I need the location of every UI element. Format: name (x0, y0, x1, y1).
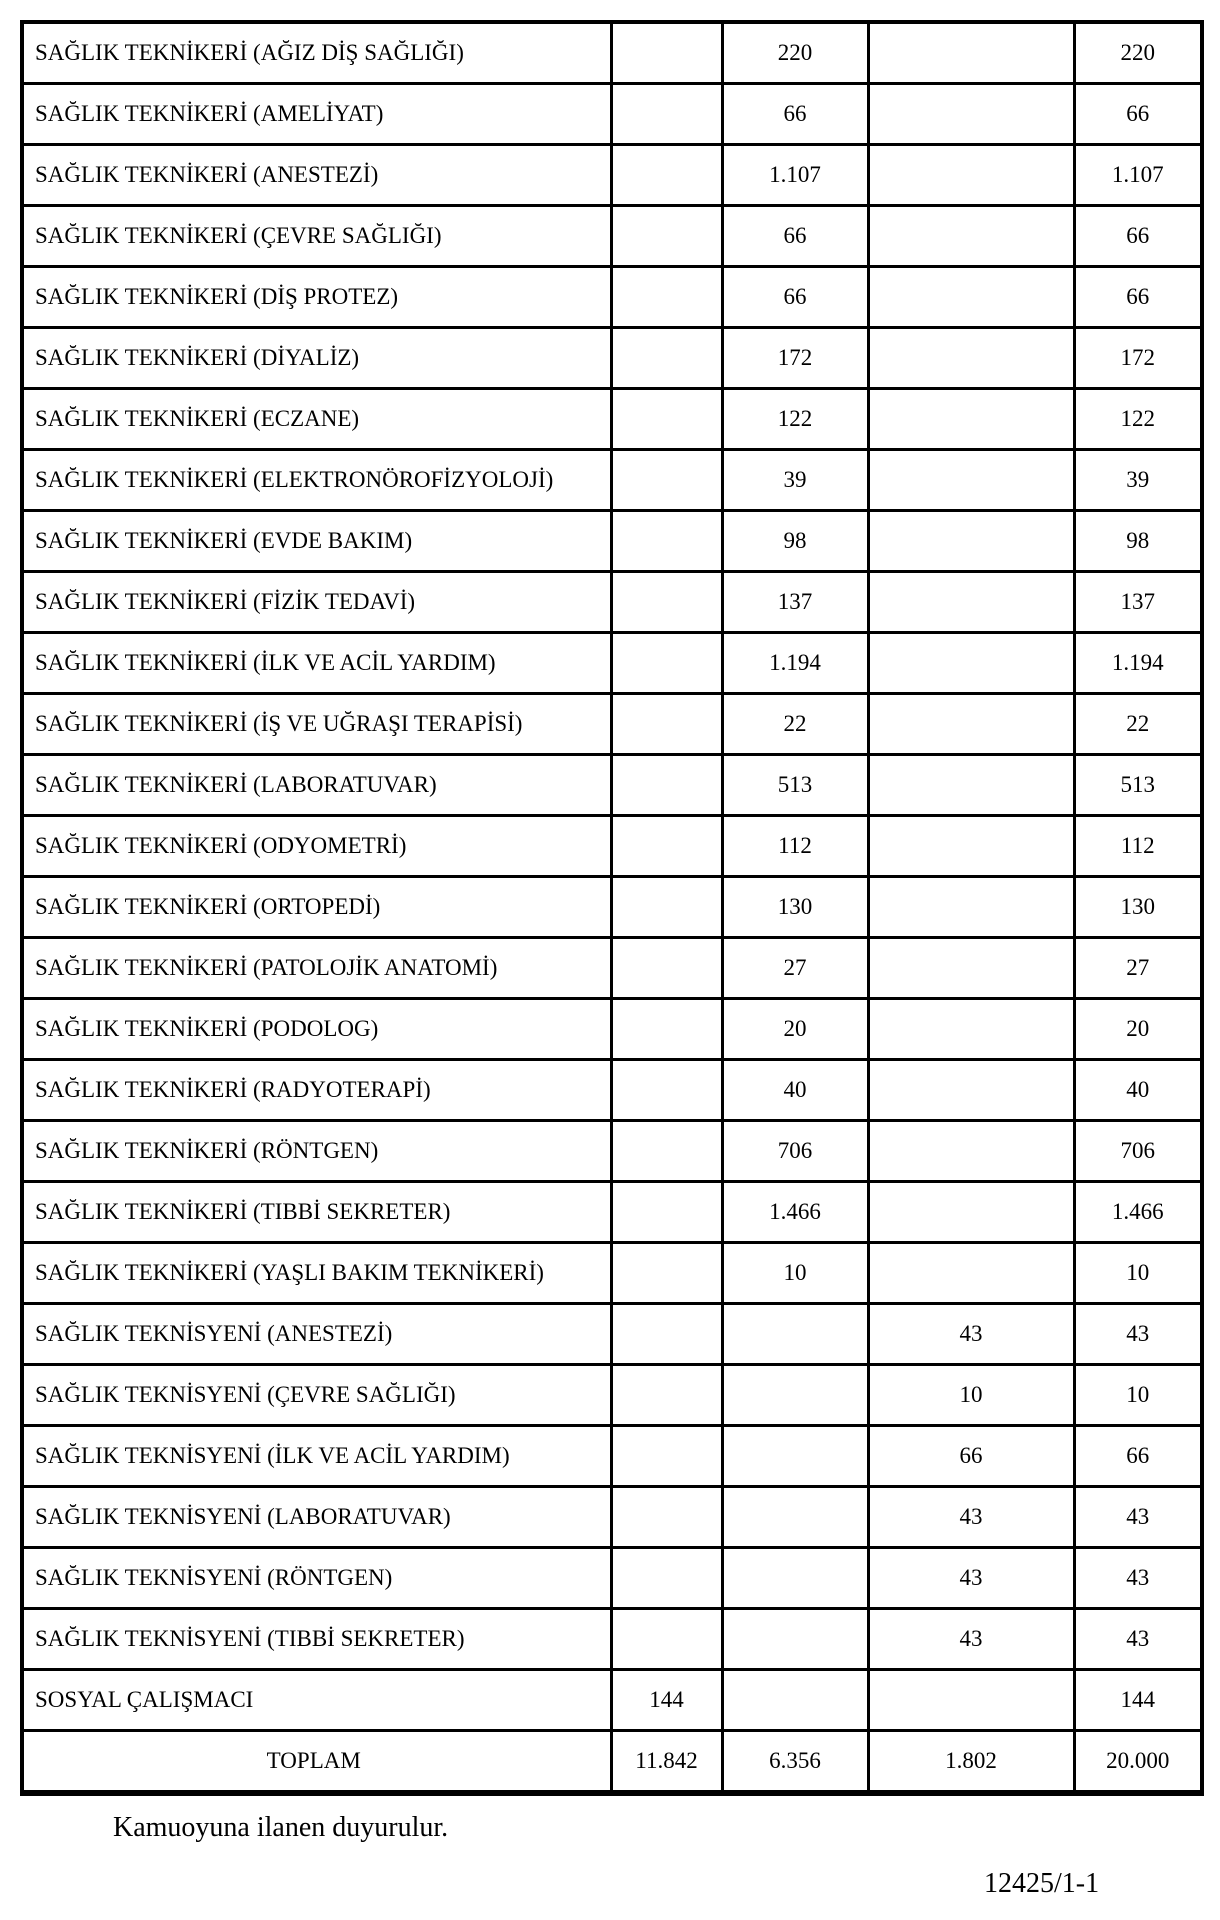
quota-total-cell: 43 (1074, 1304, 1202, 1365)
quota-col3-cell (868, 328, 1074, 389)
position-label-cell: SAĞLIK TEKNİSYENİ (TIBBİ SEKRETER) (22, 1609, 611, 1670)
quota-col1-cell (611, 1487, 722, 1548)
quota-col2-cell (722, 1365, 868, 1426)
quota-col3-cell: 43 (868, 1548, 1074, 1609)
quota-col2-cell: 20 (722, 999, 868, 1060)
quota-col1-cell (611, 1060, 722, 1121)
quota-total-cell: 20 (1074, 999, 1202, 1060)
quota-col2-cell: 122 (722, 389, 868, 450)
quota-col2-cell: 1.194 (722, 633, 868, 694)
quota-col2-cell (722, 1304, 868, 1365)
quota-total-cell: 1.466 (1074, 1182, 1202, 1243)
quota-total-cell: 43 (1074, 1548, 1202, 1609)
table-row (22, 267, 1202, 328)
table-row (22, 1121, 1202, 1182)
quota-col3-cell: 43 (868, 1304, 1074, 1365)
position-label-cell: SAĞLIK TEKNİKERİ (TIBBİ SEKRETER) (22, 1182, 611, 1243)
quota-total-cell: 144 (1074, 1670, 1202, 1731)
quota-col2-cell: 10 (722, 1243, 868, 1304)
quota-col2-cell: 22 (722, 694, 868, 755)
quota-col3-cell (868, 1243, 1074, 1304)
position-label-cell: SAĞLIK TEKNİSYENİ (İLK VE ACİL YARDIM) (22, 1426, 611, 1487)
quota-col1-cell (611, 84, 722, 145)
quota-col3-cell (868, 1060, 1074, 1121)
quota-col1-cell (611, 145, 722, 206)
quota-total-cell: 98 (1074, 511, 1202, 572)
quota-total-cell: 1.194 (1074, 633, 1202, 694)
table-row (22, 1548, 1202, 1609)
table-row (22, 206, 1202, 267)
position-label-cell: SAĞLIK TEKNİKERİ (ELEKTRONÖROFİZYOLOJİ) (22, 450, 611, 511)
quota-col3-cell (868, 633, 1074, 694)
table-row (22, 1365, 1202, 1426)
table-row (22, 877, 1202, 938)
quota-col1-cell (611, 572, 722, 633)
position-label-cell: SAĞLIK TEKNİKERİ (RÖNTGEN) (22, 1121, 611, 1182)
quota-col2-cell: 137 (722, 572, 868, 633)
quota-col3-cell (868, 389, 1074, 450)
position-label-cell: SAĞLIK TEKNİKERİ (LABORATUVAR) (22, 755, 611, 816)
quota-col1-cell (611, 1609, 722, 1670)
quota-col2-cell: 1.107 (722, 145, 868, 206)
quota-col2-cell: 66 (722, 84, 868, 145)
position-label-cell: SAĞLIK TEKNİKERİ (YAŞLI BAKIM TEKNİKERİ) (22, 1243, 611, 1304)
position-label-cell: SAĞLIK TEKNİKERİ (AĞIZ DİŞ SAĞLIĞI) (22, 22, 611, 84)
quota-col1-cell (611, 1365, 722, 1426)
position-label-cell: SAĞLIK TEKNİKERİ (FİZİK TEDAVİ) (22, 572, 611, 633)
position-label-cell: SAĞLIK TEKNİKERİ (İLK VE ACİL YARDIM) (22, 633, 611, 694)
quota-total-cell: 706 (1074, 1121, 1202, 1182)
position-label-cell: TOPLAM (22, 1731, 611, 1794)
quota-total-cell: 22 (1074, 694, 1202, 755)
quota-col3-cell: 43 (868, 1487, 1074, 1548)
table-row (22, 816, 1202, 877)
quota-col2-cell (722, 1548, 868, 1609)
quota-total-cell: 43 (1074, 1609, 1202, 1670)
quota-col3-cell (868, 816, 1074, 877)
quota-col1-cell: 144 (611, 1670, 722, 1731)
quota-col3-cell (868, 511, 1074, 572)
position-label-cell: SAĞLIK TEKNİKERİ (ORTOPEDİ) (22, 877, 611, 938)
position-label-cell: SAĞLIK TEKNİKERİ (İŞ VE UĞRAŞI TERAPİSİ) (22, 694, 611, 755)
quota-col1-cell (611, 755, 722, 816)
quota-col1-cell (611, 999, 722, 1060)
quota-col1-cell: 11.842 (611, 1731, 722, 1794)
quota-col1-cell (611, 816, 722, 877)
quota-col3-cell (868, 572, 1074, 633)
quota-total-cell: 43 (1074, 1487, 1202, 1548)
quota-total-cell: 39 (1074, 450, 1202, 511)
quota-col1-cell (611, 1121, 722, 1182)
quota-total-cell: 1.107 (1074, 145, 1202, 206)
quota-col2-cell: 40 (722, 1060, 868, 1121)
quota-col1-cell (611, 1426, 722, 1487)
quota-col2-cell (722, 1426, 868, 1487)
table-row (22, 1426, 1202, 1487)
quota-col3-cell (868, 267, 1074, 328)
quota-total-cell: 112 (1074, 816, 1202, 877)
quota-col2-cell: 66 (722, 267, 868, 328)
quota-col1-cell (611, 633, 722, 694)
quota-col3-cell (868, 938, 1074, 999)
quota-col3-cell (868, 145, 1074, 206)
quota-col3-cell (868, 1182, 1074, 1243)
quota-col1-cell (611, 511, 722, 572)
table-row (22, 145, 1202, 206)
table-row (22, 694, 1202, 755)
page-reference: 12425/1-1 (984, 1868, 1100, 1899)
quota-col2-cell: 39 (722, 450, 868, 511)
quota-col1-cell (611, 1548, 722, 1609)
quota-col1-cell (611, 450, 722, 511)
quota-col3-cell: 10 (868, 1365, 1074, 1426)
quota-total-cell: 513 (1074, 755, 1202, 816)
table-row (22, 328, 1202, 389)
position-label-cell: SAĞLIK TEKNİKERİ (ODYOMETRİ) (22, 816, 611, 877)
table-row (22, 1182, 1202, 1243)
quota-col3-cell (868, 84, 1074, 145)
table-row (22, 938, 1202, 999)
quota-col3-cell: 1.802 (868, 1731, 1074, 1794)
table-row (22, 1243, 1202, 1304)
quota-col1-cell (611, 267, 722, 328)
quota-col2-cell: 220 (722, 22, 868, 84)
position-label-cell: SAĞLIK TEKNİSYENİ (ANESTEZİ) (22, 1304, 611, 1365)
quota-total-cell: 172 (1074, 328, 1202, 389)
quota-col1-cell (611, 389, 722, 450)
table-row (22, 84, 1202, 145)
quota-col1-cell (611, 1304, 722, 1365)
table-row (22, 1609, 1202, 1670)
quota-col3-cell (868, 1670, 1074, 1731)
position-label-cell: SAĞLIK TEKNİSYENİ (RÖNTGEN) (22, 1548, 611, 1609)
table-row (22, 22, 1202, 84)
position-label-cell: SAĞLIK TEKNİKERİ (DİŞ PROTEZ) (22, 267, 611, 328)
quota-total-cell: 10 (1074, 1365, 1202, 1426)
quota-col1-cell (611, 22, 722, 84)
table-row (22, 450, 1202, 511)
quota-total-cell: 27 (1074, 938, 1202, 999)
position-label-cell: SAĞLIK TEKNİKERİ (AMELİYAT) (22, 84, 611, 145)
position-label-cell: SAĞLIK TEKNİKERİ (DİYALİZ) (22, 328, 611, 389)
quota-total-cell: 10 (1074, 1243, 1202, 1304)
quota-total-cell: 122 (1074, 389, 1202, 450)
quota-col3-cell (868, 450, 1074, 511)
announcement-table-container (20, 20, 1200, 1796)
position-label-cell: SAĞLIK TEKNİKERİ (ANESTEZİ) (22, 145, 611, 206)
position-label-cell: SAĞLIK TEKNİKERİ (EVDE BAKIM) (22, 511, 611, 572)
position-label-cell: SAĞLIK TEKNİSYENİ (ÇEVRE SAĞLIĞI) (22, 1365, 611, 1426)
quota-col2-cell (722, 1670, 868, 1731)
quota-total-cell: 66 (1074, 1426, 1202, 1487)
quota-col1-cell (611, 938, 722, 999)
table-row (22, 1487, 1202, 1548)
quota-total-cell: 130 (1074, 877, 1202, 938)
quota-col2-cell: 98 (722, 511, 868, 572)
quota-col2-cell (722, 1487, 868, 1548)
table-row (22, 389, 1202, 450)
table-row (22, 511, 1202, 572)
quota-col3-cell (868, 694, 1074, 755)
table-row (22, 1731, 1202, 1794)
quota-col3-cell (868, 877, 1074, 938)
table-row (22, 572, 1202, 633)
quota-col1-cell (611, 328, 722, 389)
table-row (22, 1670, 1202, 1731)
position-label-cell: SAĞLIK TEKNİKERİ (PATOLOJİK ANATOMİ) (22, 938, 611, 999)
public-announcement-note: Kamuoyuna ilanen duyurulur. (113, 1812, 449, 1843)
quota-col2-cell: 513 (722, 755, 868, 816)
quota-col3-cell (868, 755, 1074, 816)
quota-col2-cell: 6.356 (722, 1731, 868, 1794)
table-row (22, 633, 1202, 694)
quota-total-cell: 137 (1074, 572, 1202, 633)
quota-col2-cell: 130 (722, 877, 868, 938)
quota-col1-cell (611, 877, 722, 938)
quota-col2-cell: 172 (722, 328, 868, 389)
quota-total-cell: 220 (1074, 22, 1202, 84)
quota-col2-cell: 27 (722, 938, 868, 999)
quota-col2-cell: 706 (722, 1121, 868, 1182)
quota-col2-cell: 1.466 (722, 1182, 868, 1243)
quota-total-cell: 66 (1074, 206, 1202, 267)
quota-col3-cell (868, 999, 1074, 1060)
table-row (22, 755, 1202, 816)
position-label-cell: SAĞLIK TEKNİSYENİ (LABORATUVAR) (22, 1487, 611, 1548)
quota-col1-cell (611, 1243, 722, 1304)
quota-total-cell: 20.000 (1074, 1731, 1202, 1794)
quota-col1-cell (611, 1182, 722, 1243)
position-label-cell: SAĞLIK TEKNİKERİ (ECZANE) (22, 389, 611, 450)
table-row (22, 1304, 1202, 1365)
quota-col3-cell (868, 1121, 1074, 1182)
table-row (22, 999, 1202, 1060)
quota-col3-cell (868, 22, 1074, 84)
quota-total-cell: 66 (1074, 267, 1202, 328)
quota-col3-cell: 66 (868, 1426, 1074, 1487)
quota-total-cell: 66 (1074, 84, 1202, 145)
quota-col2-cell: 66 (722, 206, 868, 267)
position-label-cell: SOSYAL ÇALIŞMACI (22, 1670, 611, 1731)
quota-col1-cell (611, 694, 722, 755)
quota-col3-cell: 43 (868, 1609, 1074, 1670)
position-quota-table (20, 20, 1204, 1796)
quota-col3-cell (868, 206, 1074, 267)
quota-col2-cell (722, 1609, 868, 1670)
position-label-cell: SAĞLIK TEKNİKERİ (RADYOTERAPİ) (22, 1060, 611, 1121)
quota-col1-cell (611, 206, 722, 267)
table-body (22, 22, 1202, 1793)
table-row (22, 1060, 1202, 1121)
quota-total-cell: 40 (1074, 1060, 1202, 1121)
position-label-cell: SAĞLIK TEKNİKERİ (ÇEVRE SAĞLIĞI) (22, 206, 611, 267)
quota-col2-cell: 112 (722, 816, 868, 877)
position-label-cell: SAĞLIK TEKNİKERİ (PODOLOG) (22, 999, 611, 1060)
